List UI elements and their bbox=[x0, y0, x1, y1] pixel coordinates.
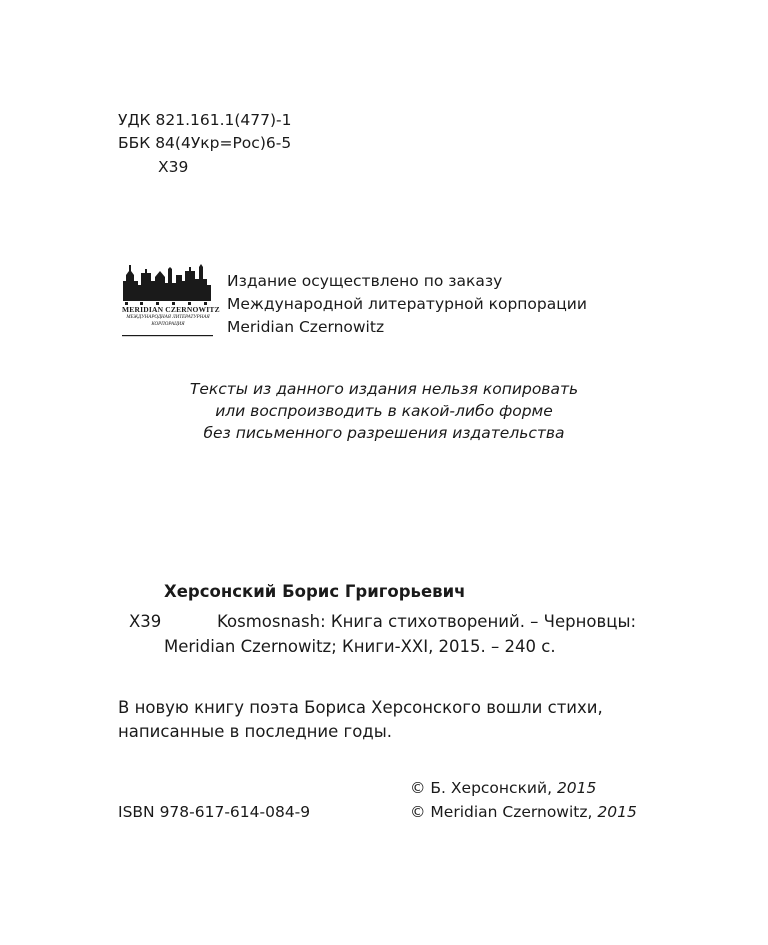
copyright-publisher: © Meridian Czernowitz, 2015 bbox=[410, 803, 637, 821]
bibliography-mark: Х39 bbox=[129, 612, 162, 631]
isbn: ISBN 978-617-614-084-9 bbox=[118, 803, 311, 821]
publisher-note-line: Meridian Czernowitz bbox=[227, 318, 385, 336]
bibliography-author: Херсонский Борис Григорьевич bbox=[164, 582, 466, 601]
logo-subtitle-2: КОРПОРАЦИЯ bbox=[151, 322, 185, 327]
copyright-warning-line: или воспроизводить в какой-либо форме bbox=[215, 402, 553, 420]
bibliography-imprint-line: Meridian Czernowitz; Книги-XXI, 2015. – 240 с. bbox=[164, 637, 556, 656]
bibliography-title-line: Kosmosnash: Книга стихотворений. – Черновцы: bbox=[217, 612, 637, 631]
logo-subtitle: МЕЖДУНАРОДНАЯ ЛИТЕРАТУРНАЯ bbox=[126, 315, 210, 320]
bbk-code: ББК 84(4Укр=Рос)6-5 bbox=[118, 134, 292, 152]
copyright-warning-line: Тексты из данного издания нельзя копировать bbox=[189, 380, 579, 398]
annotation-line: В новую книгу поэта Бориса Херсонского вошли стихи, bbox=[118, 698, 603, 717]
author-mark: Х39 bbox=[158, 158, 189, 176]
publisher-note-line: Международной литературной корпорации bbox=[227, 295, 587, 313]
publisher-note-line: Издание осуществлено по заказу bbox=[227, 272, 503, 290]
copyright-warning-line: без письменного разрешения издательства bbox=[203, 424, 565, 442]
logo-name: MERIDIAN CZERNOWITZ bbox=[122, 305, 220, 314]
annotation-line: написанные в последние годы. bbox=[118, 722, 392, 741]
publisher-logo bbox=[120, 259, 220, 337]
copyright-author: © Б. Херсонский, 2015 bbox=[410, 779, 597, 797]
udk-code: УДК 821.161.1(477)-1 bbox=[118, 111, 292, 129]
